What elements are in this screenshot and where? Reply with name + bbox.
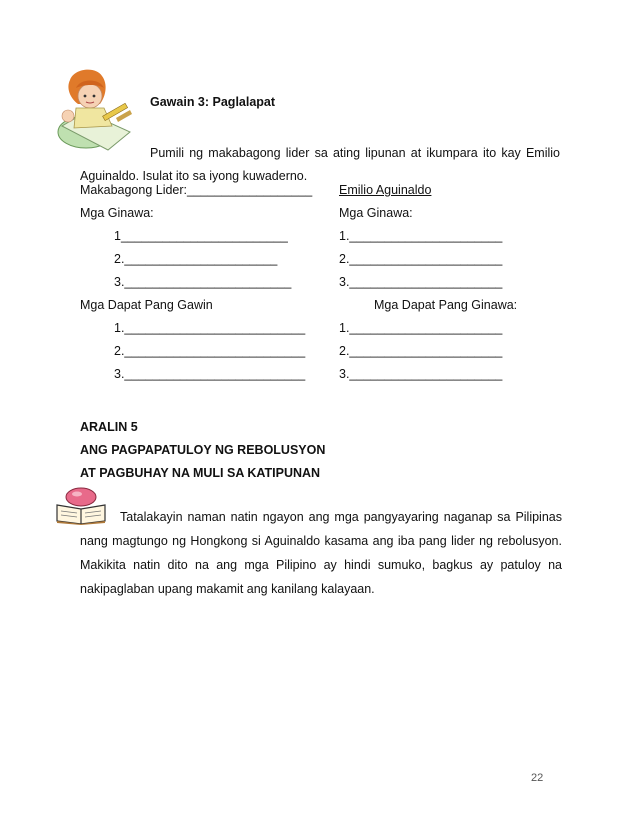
left-should-label: Mga Dapat Pang Gawin bbox=[80, 298, 213, 312]
page-number: 22 bbox=[531, 772, 544, 784]
lesson-title-line2: AT PAGBUHAY NA MULI SA KATIPUNAN bbox=[80, 466, 321, 480]
left-done-item: 3.________________________ bbox=[114, 275, 292, 289]
girl-writing-icon bbox=[56, 66, 138, 154]
left-should-item: 2.__________________________ bbox=[114, 344, 306, 358]
activity-instructions: Pumili ng makabagong lider sa ating lipunan at ikumpara ito kay Emilio Aguinaldo. Isulat ito sa iyong kuwaderno. bbox=[80, 146, 560, 183]
lesson-paragraph: Tatalakayin naman natin ngayon ang mga pangyayaring naganap sa Pilipinas nang magtungo ng Hongkong si Aguinaldo kasama ang iba pang lider ng rebolusyon. Makikita natin dito na ang mga Pilipino ay hindi sumuko, bagkus ay patuloy na nakipaglaban upang makamit ang kanilang kalayaan. bbox=[80, 510, 562, 596]
lesson-title-line1: ANG PAGPAPATULOY NG REBOLUSYON bbox=[80, 443, 326, 457]
left-should-item: 1.__________________________ bbox=[114, 321, 306, 335]
left-should-item: 3.__________________________ bbox=[114, 367, 306, 381]
left-done-item: 2.______________________ bbox=[114, 252, 278, 266]
right-should-item: 2.______________________ bbox=[339, 344, 503, 358]
lesson-number: ARALIN 5 bbox=[80, 420, 138, 434]
right-done-item: 3.______________________ bbox=[339, 275, 503, 289]
right-should-item: 1.______________________ bbox=[339, 321, 503, 335]
left-done-item: 1________________________ bbox=[114, 229, 288, 243]
left-done-label: Mga Ginawa: bbox=[80, 206, 154, 220]
right-should-label: Mga Dapat Pang Ginawa: bbox=[374, 298, 518, 312]
right-done-item: 2.______________________ bbox=[339, 252, 503, 266]
left-header: Makabagong Lider:__________________ bbox=[80, 183, 313, 197]
right-should-item: 3.______________________ bbox=[339, 367, 503, 381]
right-done-item: 1.______________________ bbox=[339, 229, 503, 243]
right-done-label: Mga Ginawa: bbox=[339, 206, 413, 220]
right-header: Emilio Aguinaldo bbox=[339, 183, 432, 197]
activity-title: Gawain 3: Paglalapat bbox=[150, 95, 276, 109]
